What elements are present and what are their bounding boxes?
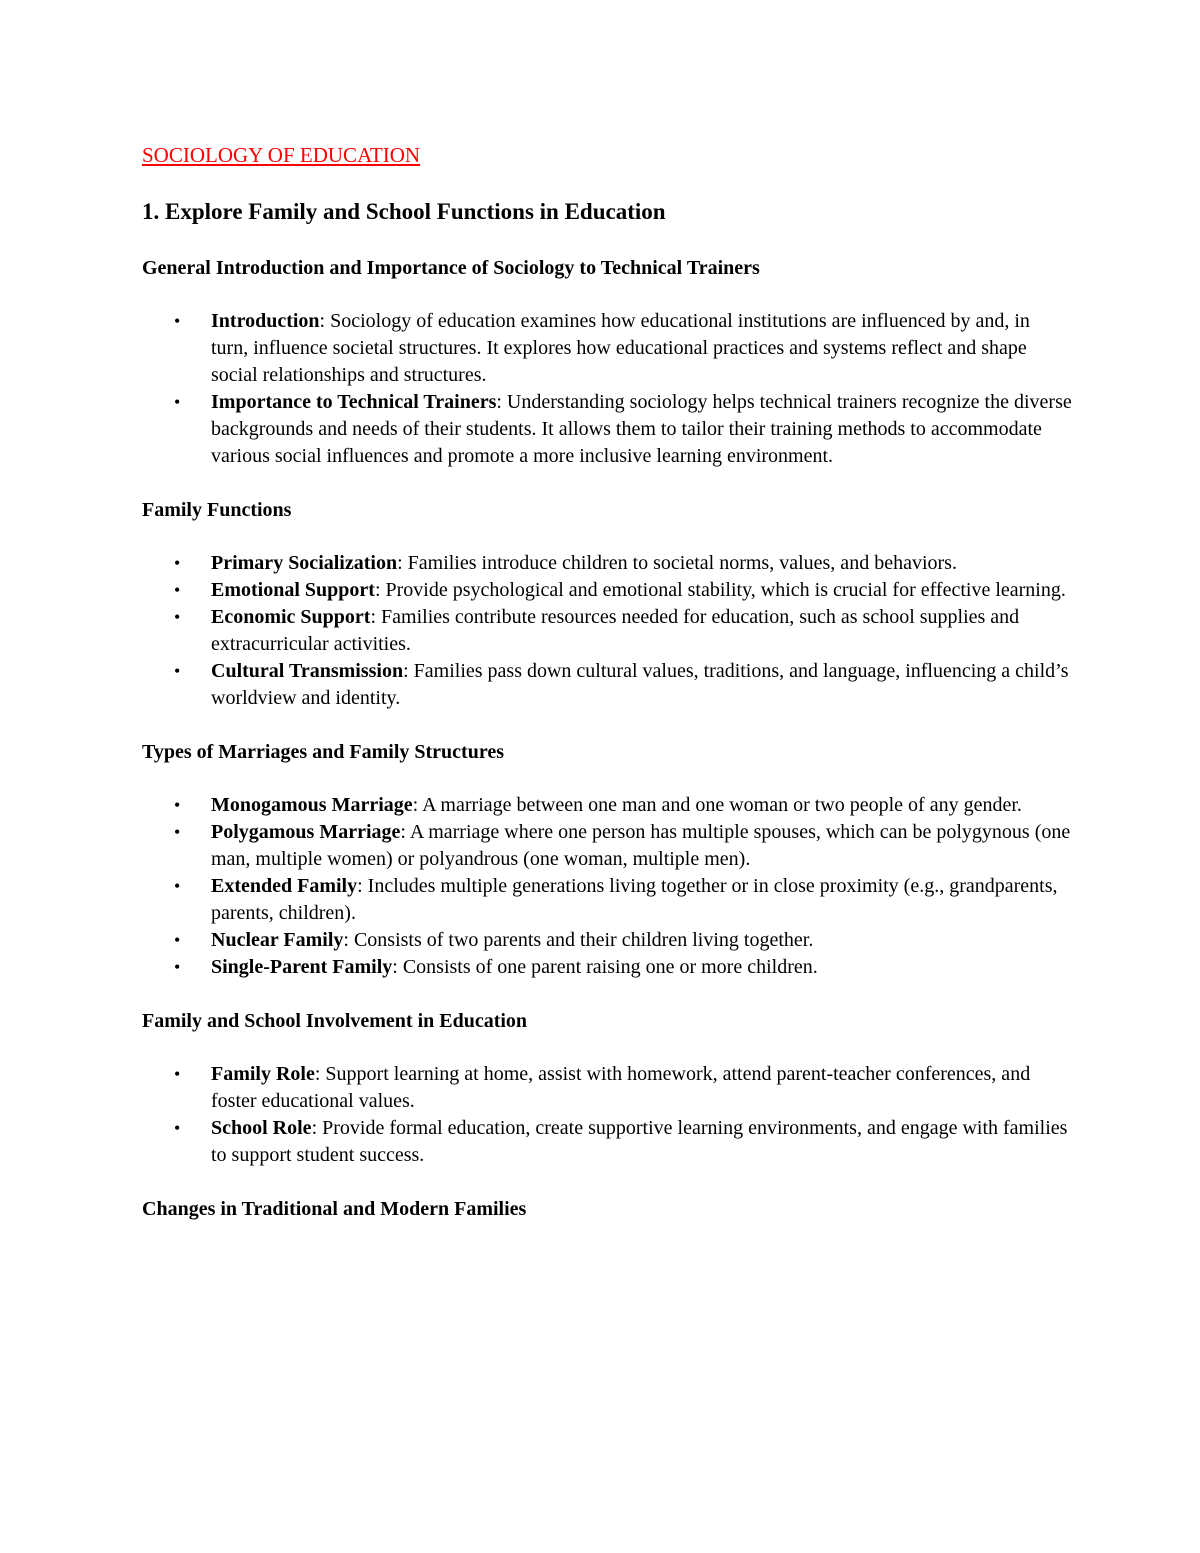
- list-item-text: : Support learning at home, assist with homework, attend parent-teacher conferences, and foster educational values.: [211, 1063, 1031, 1112]
- list-item-term: Emotional Support: [211, 579, 375, 601]
- list-item-text: : Understanding sociology helps technical trainers recognize the diverse backgrounds and needs of their students. It allows them to tailor their training methods to accommodate various social influences and promote a more inclusive learning environment.: [211, 391, 1072, 467]
- bullet-icon: •: [174, 822, 181, 842]
- list-item-term: Cultural Transmission: [211, 660, 404, 682]
- bullet-icon: •: [174, 930, 181, 950]
- sub-heading: Types of Marriages and Family Structures: [142, 741, 505, 763]
- list-item-term: Primary Socialization: [211, 552, 398, 574]
- list-item: [142, 1061, 1072, 1115]
- list-item-term: Introduction: [211, 310, 320, 332]
- sub-heading: Changes in Traditional and Modern Families: [142, 1198, 527, 1220]
- list-item: [142, 389, 1072, 470]
- bullet-icon: •: [174, 580, 181, 600]
- list-item-text: : Provide psychological and emotional stability, which is crucial for effective learning.: [374, 579, 1066, 601]
- document-title: SOCIOLOGY OF EDUCATION: [142, 143, 421, 167]
- list-item: [142, 658, 1072, 712]
- bullet-icon: •: [174, 392, 181, 412]
- bullet-list: [142, 308, 1072, 470]
- list-item-text: : Consists of one parent raising one or more children.: [392, 956, 818, 978]
- list-item: [142, 604, 1072, 658]
- list-item: [142, 792, 1072, 819]
- sub-heading: Family Functions: [142, 499, 292, 521]
- bullet-icon: •: [174, 795, 181, 815]
- list-item-text: : A marriage between one man and one woman or two people of any gender.: [412, 794, 1022, 816]
- list-item-term: Economic Support: [211, 606, 371, 628]
- list-item: [142, 873, 1072, 927]
- bullet-icon: •: [174, 1118, 181, 1138]
- bullet-icon: •: [174, 661, 181, 681]
- list-item-term: Family Role: [211, 1063, 315, 1085]
- sub-heading: Family and School Involvement in Education: [142, 1010, 528, 1032]
- list-item-term: Importance to Technical Trainers: [211, 391, 497, 413]
- section-heading: 1. Explore Family and School Functions in Education: [142, 199, 666, 224]
- list-item: [142, 819, 1072, 873]
- list-item-term: Nuclear Family: [211, 929, 344, 951]
- bullet-list: [142, 792, 1072, 981]
- list-item: [142, 577, 1072, 604]
- list-item-term: Monogamous Marriage: [211, 794, 413, 816]
- list-item-text: : A marriage where one person has multiple spouses, which can be polygynous (one man, multiple women) or polyandrous (one woman, multiple men).: [211, 821, 1071, 870]
- list-item: [142, 954, 1072, 981]
- list-item: [142, 1115, 1072, 1169]
- bullet-icon: •: [174, 1064, 181, 1084]
- list-item-text: : Families pass down cultural values, traditions, and language, influencing a child’s worldview and identity.: [211, 660, 1069, 709]
- sub-heading: General Introduction and Importance of Sociology to Technical Trainers: [142, 257, 760, 279]
- bullet-icon: •: [174, 553, 181, 573]
- bullet-icon: •: [174, 607, 181, 627]
- list-item: [142, 550, 1072, 577]
- bullet-icon: •: [174, 876, 181, 896]
- list-item-text: : Provide formal education, create supportive learning environments, and engage with families to support student success.: [211, 1117, 1068, 1166]
- document-page: [142, 140, 1072, 1223]
- list-item-text: : Families contribute resources needed for education, such as school supplies and extracurricular activities.: [211, 606, 1020, 655]
- list-item-term: Single-Parent Family: [211, 956, 393, 978]
- list-item-text: : Consists of two parents and their children living together.: [343, 929, 814, 951]
- list-item: [142, 308, 1072, 389]
- sections-container: [142, 254, 1072, 1223]
- list-item: [142, 927, 1072, 954]
- list-item-term: School Role: [211, 1117, 312, 1139]
- list-item-term: Polygamous Marriage: [211, 821, 401, 843]
- bullet-list: [142, 1061, 1072, 1169]
- list-item-term: Extended Family: [211, 875, 358, 897]
- bullet-icon: •: [174, 311, 181, 331]
- list-item-text: : Includes multiple generations living together or in close proximity (e.g., grandparents, parents, children).: [211, 875, 1058, 924]
- bullet-icon: •: [174, 957, 181, 977]
- list-item-text: : Families introduce children to societal norms, values, and behaviors.: [397, 552, 957, 574]
- list-item-text: : Sociology of education examines how educational institutions are influenced by and, in turn, influence societal structures. It explores how educational practices and systems reflect and shape social relationships and structures.: [211, 310, 1030, 386]
- bullet-list: [142, 550, 1072, 712]
